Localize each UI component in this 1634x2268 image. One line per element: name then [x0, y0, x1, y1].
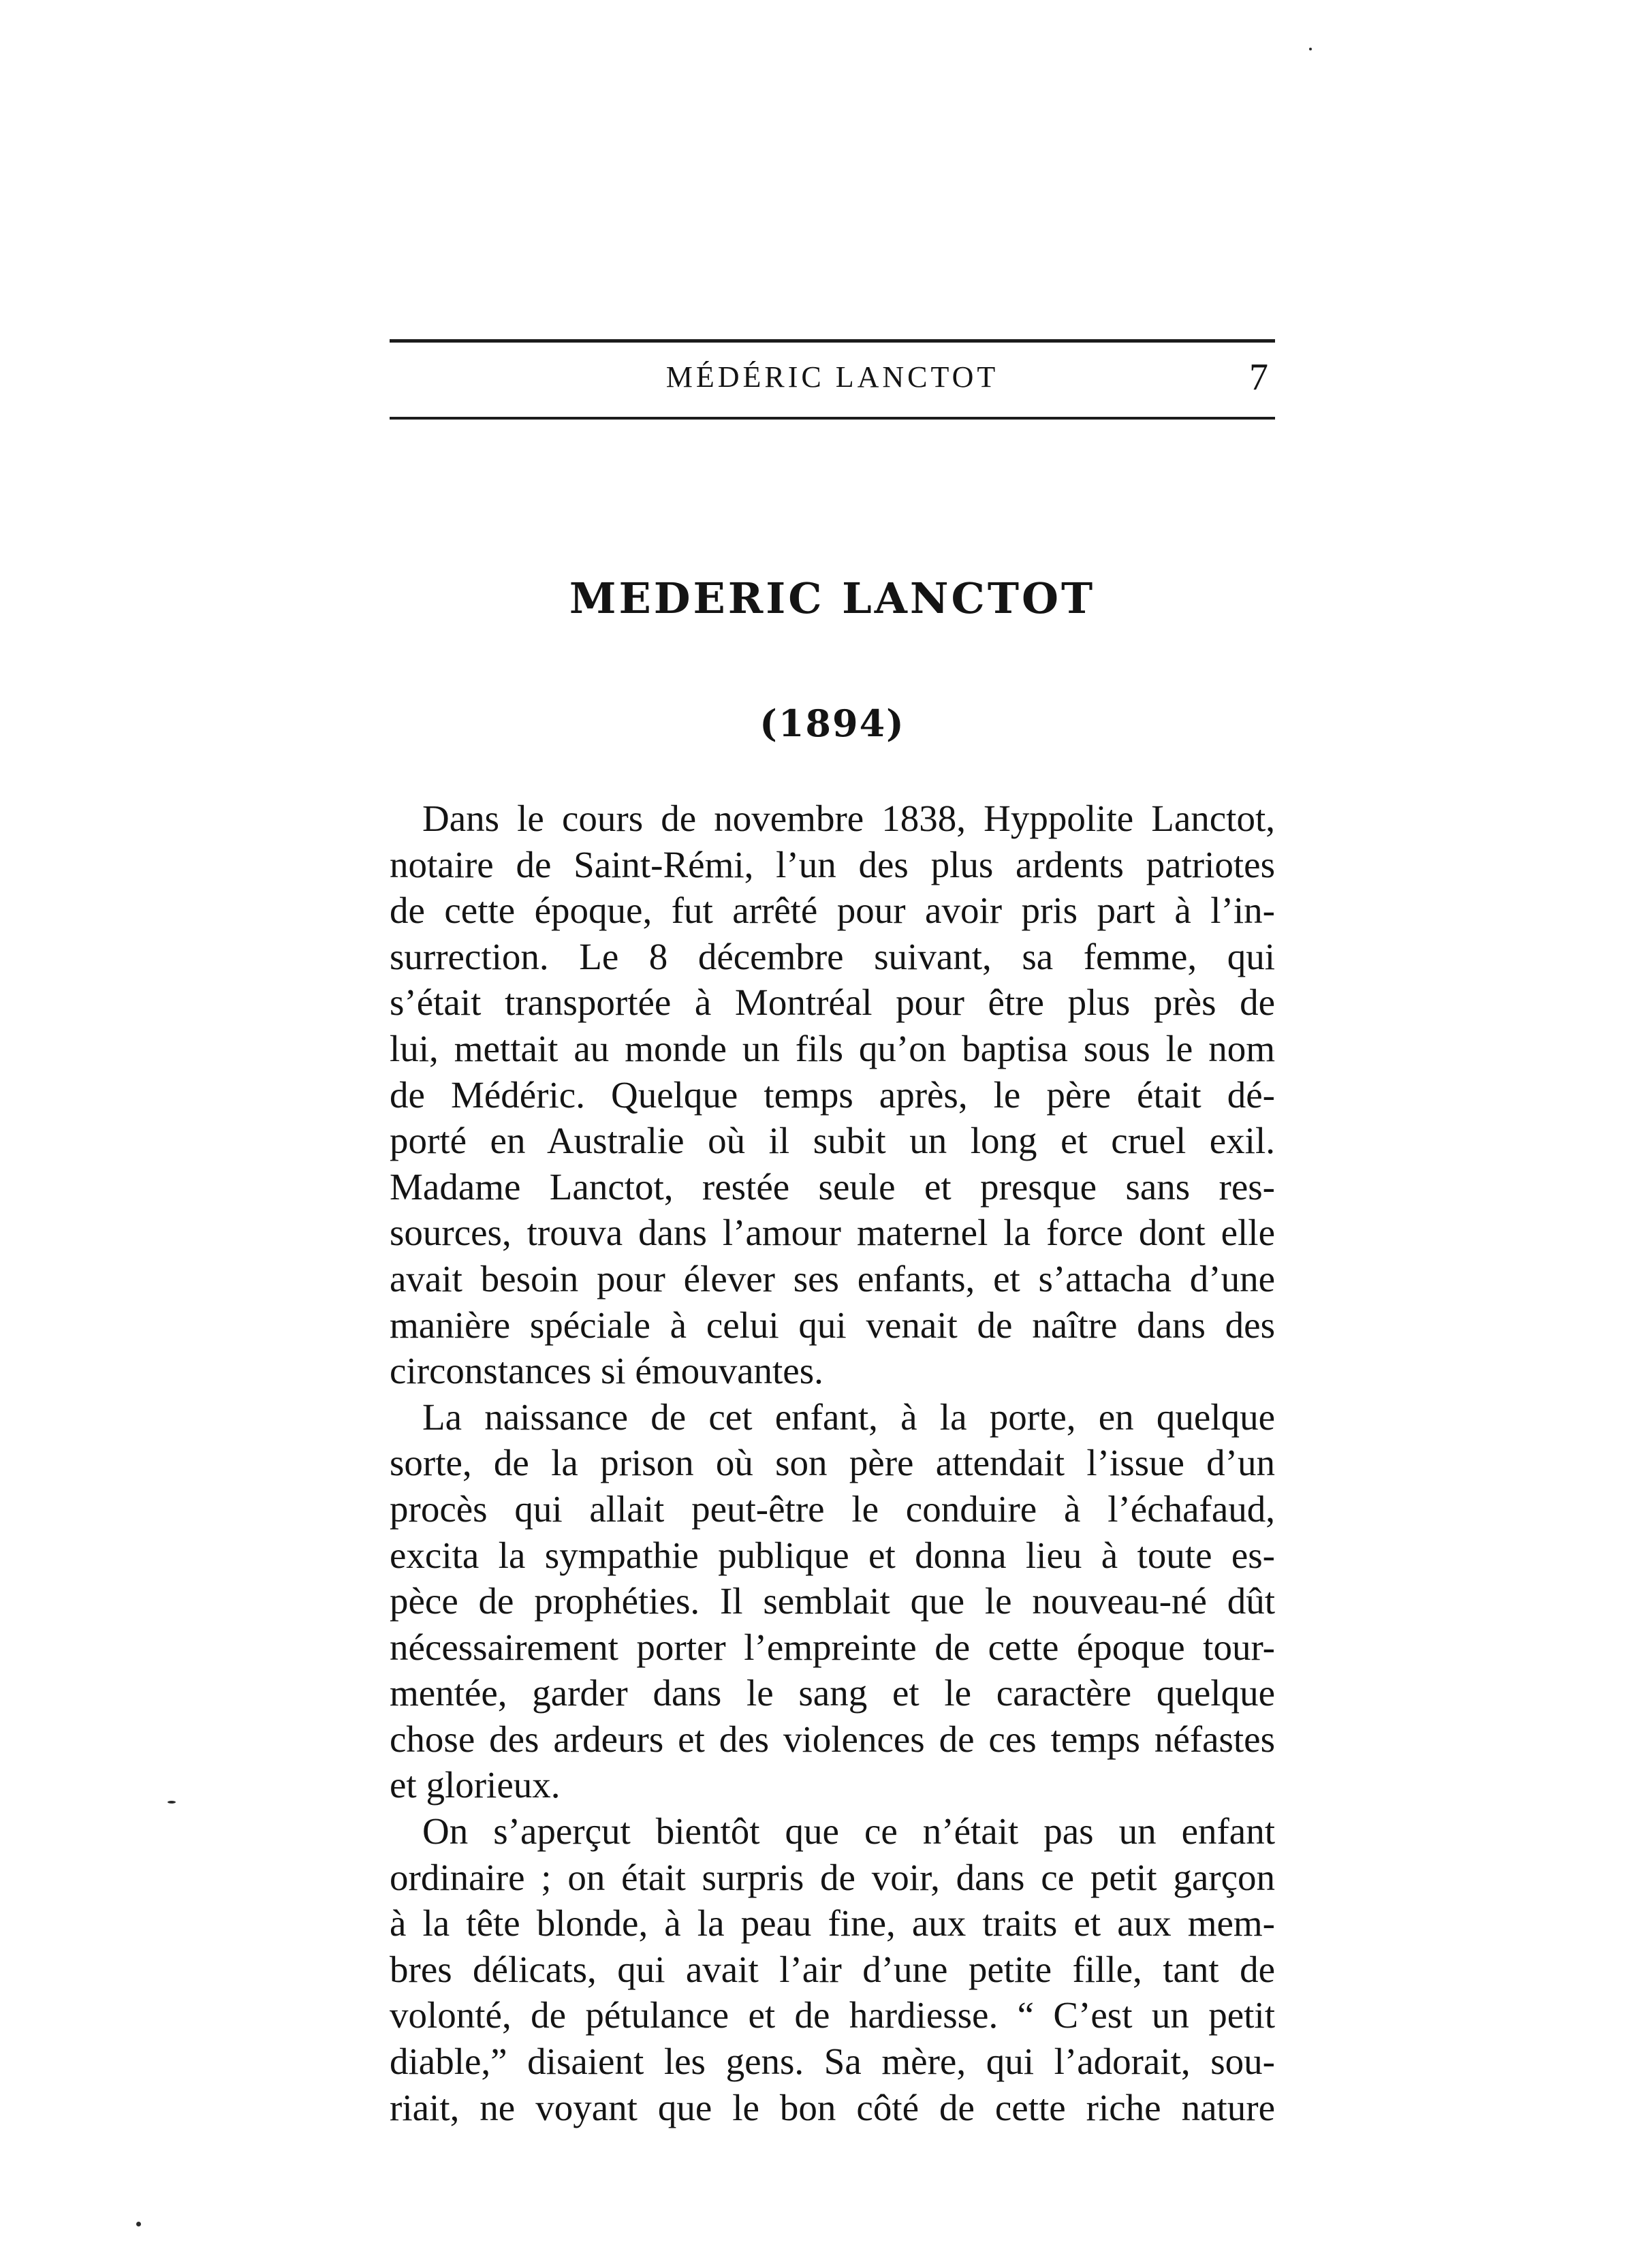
text-line: On s’aperçut bientôt que ce n’était pas un enfant: [422, 1810, 1275, 1853]
text-line: lui, mettait au monde un fils qu’on baptisa sous le nom: [390, 1027, 1275, 1069]
text-line: diable,” disaient les gens. Sa mère, qui l’adorait, sou-: [390, 2041, 1275, 2083]
text-line: surrection. Le 8 décembre suivant, sa femme, qui: [390, 935, 1275, 977]
text-line: Madame Lanctot, restée seule et presque sans res-: [390, 1165, 1275, 1208]
text-line: et glorieux.: [390, 1764, 561, 1806]
text-line: manière spéciale à celui qui venait de naître dans des: [390, 1304, 1275, 1346]
text-line: La naissance de cet enfant, à la porte, en quelque: [422, 1396, 1275, 1438]
text-line: de cette époque, fut arrêté pour avoir pris part à l’in-: [390, 889, 1275, 932]
header-rule-bottom: [390, 417, 1275, 420]
chapter-title: MEDERIC LANCTOT: [569, 573, 1096, 623]
text-line: à la tête blonde, à la peau fine, aux traits et aux mem-: [390, 1902, 1275, 1944]
text-line: riait, ne voyant que le bon côté de cette riche nature: [390, 2086, 1275, 2128]
text-line: porté en Australie où il subit un long et cruel exil.: [390, 1120, 1275, 1162]
text-line: sources, trouva dans l’amour maternel la force dont elle: [390, 1212, 1275, 1254]
text-line: procès qui allait peut-être le conduire à l’échafaud,: [390, 1487, 1275, 1530]
body-text: [390, 796, 1275, 2130]
text-line: mentée, garder dans le sang et le caractère quelque: [390, 1672, 1275, 1714]
text-line: chose des ardeurs et des violences de ces temps néfastes: [390, 1718, 1275, 1760]
chapter-year: (1894): [759, 702, 905, 745]
running-header: [390, 356, 1275, 403]
text-line: bres délicats, qui avait l’air d’une petite fille, tant de: [390, 1948, 1275, 1990]
text-line: ordinaire ; on était surpris de voir, dans ce petit garçon: [390, 1856, 1275, 1898]
scan-speck: [136, 2222, 141, 2226]
text-line: volonté, de pétulance et de hardiesse. “ C’est un petit: [390, 1994, 1275, 2036]
text-line: avait besoin pour élever ses enfants, et s’attacha d’une: [390, 1257, 1275, 1300]
text-line: sorte, de la prison où son père attendait l’issue d’un: [390, 1442, 1275, 1484]
text-line: pèce de prophéties. Il semblait que le nouveau-né dût: [390, 1580, 1275, 1622]
header-rule-top: [390, 339, 1275, 343]
page-number: 7: [1249, 356, 1268, 398]
text-line: circonstances si émouvantes.: [390, 1350, 823, 1392]
scan-speck: [1309, 48, 1312, 50]
text-line: notaire de Saint-Rémi, l’un des plus ardents patriotes: [390, 843, 1275, 885]
scan-speck: [168, 1801, 176, 1804]
text-line: nécessairement porter l’empreinte de cette époque tour-: [390, 1626, 1275, 1668]
text-line: de Médéric. Quelque temps après, le père était dé-: [390, 1073, 1275, 1116]
text-line: s’était transportée à Montréal pour être plus près de: [390, 981, 1275, 1024]
text-line: excita la sympathie publique et donna lieu à toute es-: [390, 1534, 1275, 1576]
running-title: MÉDÉRIC LANCTOT: [665, 360, 999, 394]
text-line: Dans le cours de novembre 1838, Hyppolite Lanctot,: [422, 798, 1275, 839]
